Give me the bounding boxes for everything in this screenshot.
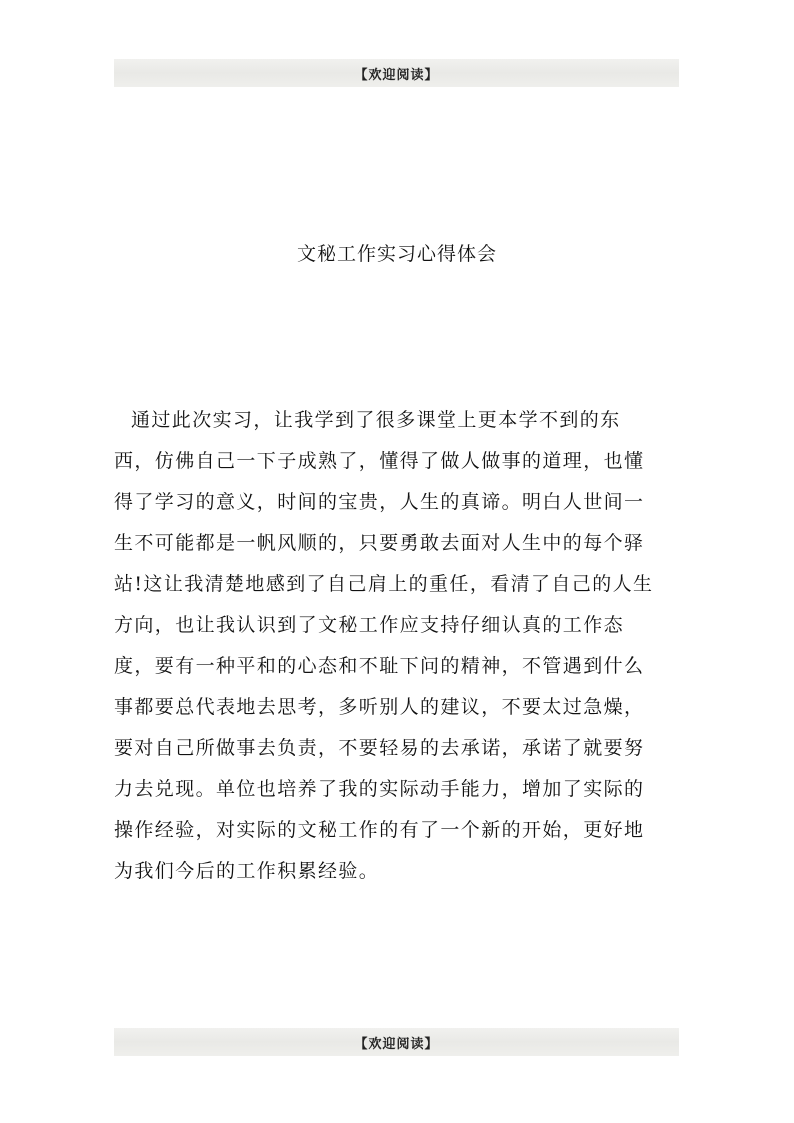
document-title: 文秘工作实习心得体会	[296, 243, 497, 265]
body-line: 度，要有一种平和的心态和不耻下问的精神，不管遇到什么	[114, 655, 645, 677]
footer-banner-label: 【欢迎阅读】	[354, 1036, 439, 1052]
header-banner	[114, 59, 679, 87]
body-line: 通过此次实习，让我学到了很多课堂上更本学不到的东	[131, 409, 621, 431]
body-line: 方向，也让我认识到了文秘工作应支持仔细认真的工作态	[114, 614, 625, 636]
body-line: 操作经验，对实际的文秘工作的有了一个新的开始，更好地	[114, 819, 645, 841]
body-line: 西，仿佛自己一下子成熟了，懂得了做人做事的道理，也懂	[114, 450, 645, 472]
body-line: 站!这让我清楚地感到了自己肩上的重任，看清了自己的人生	[114, 573, 654, 595]
body-line: 要对自己所做事去负责，不要轻易的去承诺，承诺了就要努	[114, 737, 645, 759]
document-body	[114, 400, 679, 892]
body-line: 得了学习的意义，时间的宝贵，人生的真谛。明白人世间一	[114, 491, 645, 513]
body-line: 生不可能都是一帆风顺的，只要勇敢去面对人生中的每个驿	[114, 532, 645, 554]
body-line: 力去兑现。单位也培养了我的实际动手能力，增加了实际的	[114, 778, 645, 800]
body-line: 事都要总代表地去思考，多听别人的建议，不要太过急燥，	[114, 696, 645, 718]
footer-banner	[114, 1028, 679, 1056]
body-line: 为我们今后的工作积累经验。	[114, 860, 380, 882]
header-banner-label: 【欢迎阅读】	[354, 67, 439, 83]
